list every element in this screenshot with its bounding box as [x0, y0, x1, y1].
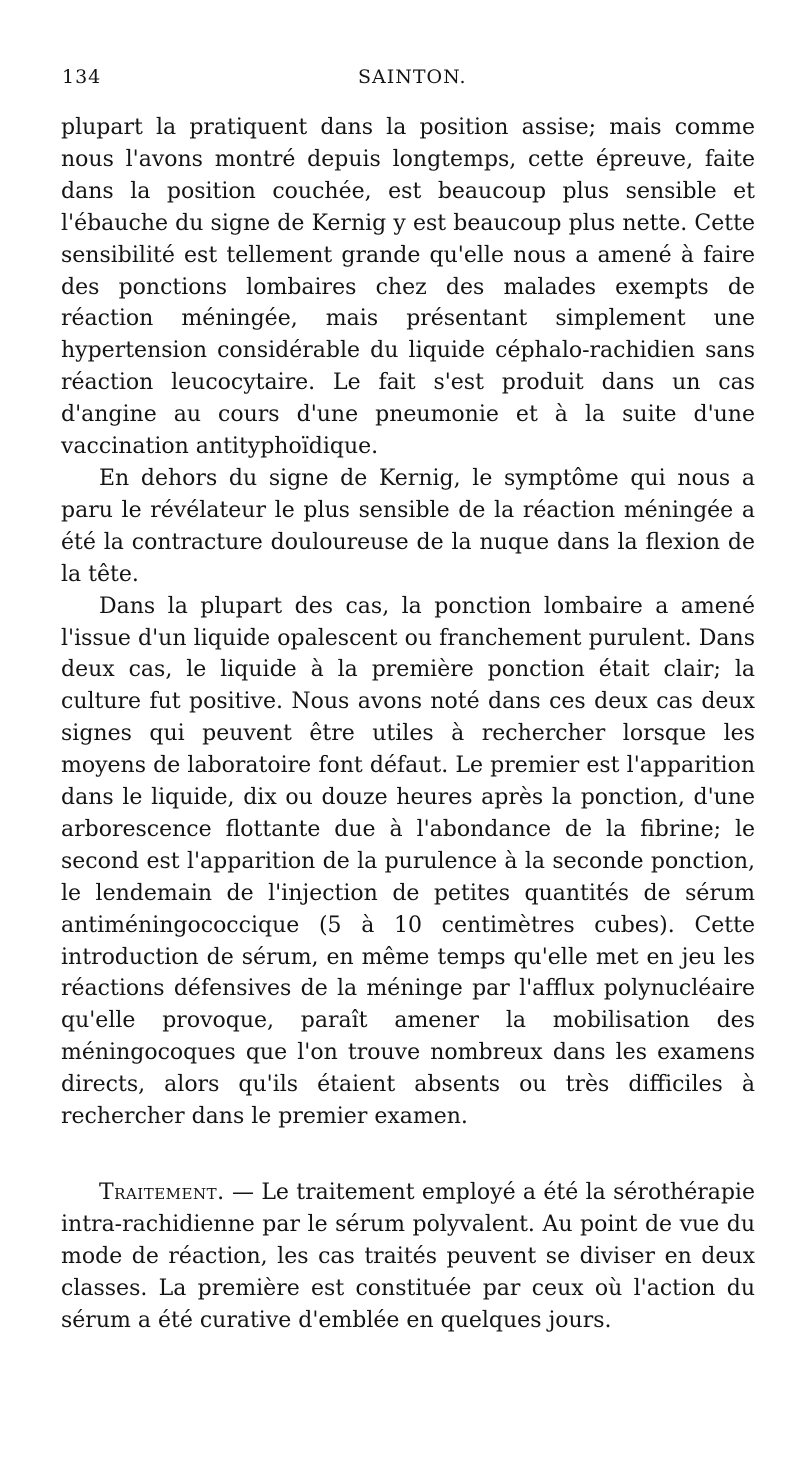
paragraph-continuation: plupart la pratiquent dans la position assise; mais comme nous l'avons montré depuis longtemps, cette épreuve, faite dans la position couchée, est beaucoup plus sensible et l'ébauche du signe de Kernig y est beaucoup plus nette. Cette sensibilité est tellement grande qu'elle nous a amené à faire des ponctions lombaires chez des malades exempts de réaction méningée, mais présentant simplement une hypertension considérable du liquide céphalo-rachidien sans réaction leucocytaire. Le fait s'est produit dans un cas d'angine au cours d'une pneumonie et à la suite d'une vaccination antityphoïdique. — [61, 115, 755, 460]
running-head: SAINTON. — [358, 66, 467, 88]
body-text — [61, 112, 755, 1337]
page-number: 134 — [62, 66, 102, 88]
treatment-text: — Le traitement employé a été la sérothérapie intra-rachidienne par le sérum polyvalent. Au point de vue du mode de réaction, les cas traités peuvent se diviser en deux classes. La première est constituée par ceux où l'action du sérum a été curative d'emblée en quelques jours. — [61, 1180, 755, 1333]
paragraph-lumbar-puncture: Dans la plupart des cas, la ponction lombaire a amené l'issue d'un liquide opalescent ou franchement purulent. Dans deux cas, le liquide à la première ponction était clair; la culture fut positive. Nous avons noté dans ces deux cas deux signes qui peuvent être utiles à rechercher lorsque les moyens de laboratoire font défaut. Le premier est l'apparition dans le liquide, dix ou douze heures après la ponction, d'une arborescence flottante due à l'abondance de la fibrine; le second est l'apparition de la purulence à la seconde ponction, le lendemain de l'injection de petites quantités de sérum antiméningococcique (5 à 10 centimètres cubes). Cette introduction de sérum, en même temps qu'elle met en jeu les réactions défensives de la méninge par l'afflux polynucléaire qu'elle provoque, paraît amener la mobilisation des méningocoques que l'on trouve nombreux dans les examens directs, alors qu'ils étaient absents ou très difficiles à rechercher dans le premier examen. — [61, 593, 755, 1130]
paragraph-treatment — [61, 1177, 755, 1337]
page-header — [62, 66, 762, 96]
paragraph-kernig-sign: En dehors du signe de Kernig, le symptôme qui nous a paru le révélateur le plus sensible de la réaction méningée a été la contracture douloureuse de la nuque dans la flexion de la tête. — [61, 465, 755, 587]
treatment-heading: Traitement. — [99, 1180, 225, 1205]
